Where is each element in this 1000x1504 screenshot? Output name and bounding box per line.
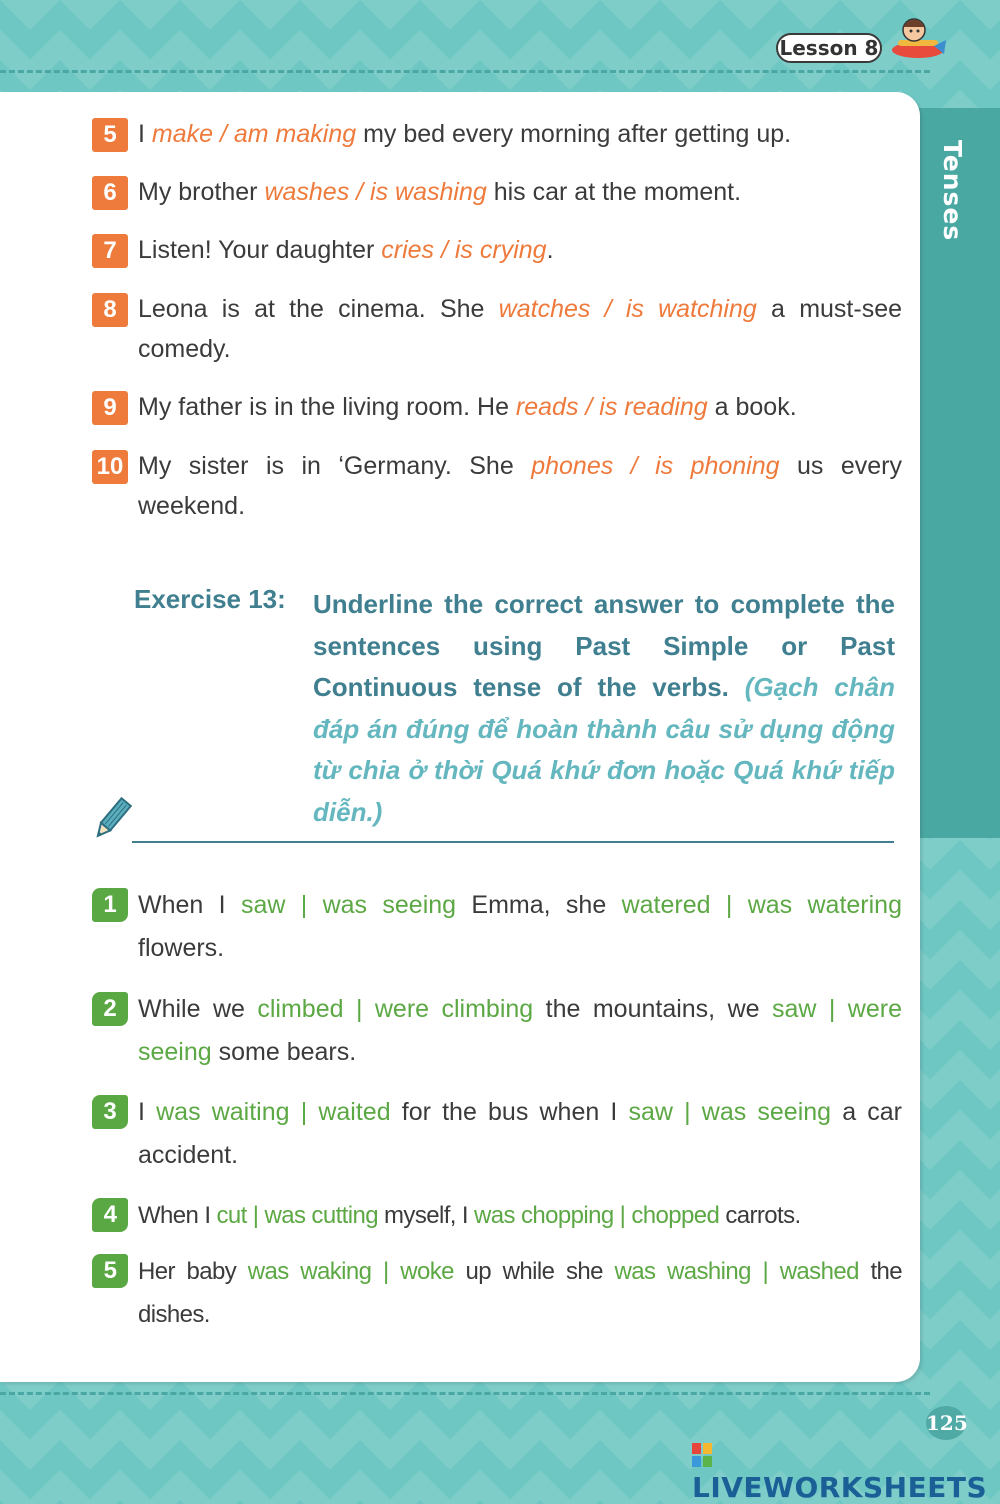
answer-options[interactable]: watered | was watering (621, 891, 902, 919)
item-number: 10 (92, 450, 128, 484)
item-number: 7 (92, 234, 128, 268)
item-number: 2 (92, 992, 128, 1026)
list-item: 1 When I saw | was seeing Emma, she watered | was watering flowers. (92, 884, 902, 970)
answer-options[interactable]: reads / is reading (515, 393, 708, 421)
list-item: 5 Her baby was waking | woke up while she was washing | washed the dishes. (92, 1250, 902, 1336)
item-number: 4 (92, 1198, 128, 1232)
list-item: 4 When I cut | was cutting myself, I was chopping | chopped carrots. (92, 1194, 902, 1237)
instruction-vietnamese: (Gạch chân đáp án đúng để hoàn thành câu sử dụng động từ chia ở thời Quá khứ đơn hoặc Quá khứ tiếp diễn.) (313, 672, 895, 827)
answer-options[interactable]: cut | was cutting (216, 1202, 378, 1229)
bottom-dashed-line (0, 1392, 930, 1395)
list-item: 5 I make / am making my bed every morning after getting up. (92, 114, 902, 154)
item-number: 8 (92, 293, 128, 327)
exercise-label: Exercise 13: (134, 584, 286, 614)
brand-name: LIVEWORKSHEETS (692, 1471, 988, 1504)
liveworksheets-logo-icon (692, 1443, 712, 1467)
list-item: 2 While we climbed | were climbing the mountains, we saw | were seeing some bears. (92, 988, 902, 1074)
answer-options[interactable]: climbed | were climbing (257, 995, 534, 1023)
item-number: 9 (92, 391, 128, 425)
answer-options[interactable]: phones / is phoning (531, 452, 780, 480)
list-item: 3 I was waiting | waited for the bus when I saw | was seeing a car accident. (92, 1091, 902, 1177)
exercise-divider (132, 841, 894, 843)
answer-options[interactable]: saw | was seeing (628, 1098, 832, 1126)
instruction-english: Underline the correct answer to complete the sentences using Past Simple or Past Continuous tense of the verbs. (313, 589, 895, 702)
answer-options[interactable]: washes / is washing (264, 178, 487, 206)
top-dashed-line (0, 70, 930, 73)
item-number: 1 (92, 888, 128, 922)
item-number: 6 (92, 176, 128, 210)
answer-options[interactable]: saw | were seeing (138, 995, 902, 1066)
answer-options[interactable]: was waiting | waited (156, 1098, 391, 1126)
list-item: 10 My sister is in ʻGermany. She phones / is phoning us every weekend. (92, 446, 902, 526)
answer-options[interactable]: was waking | woke (247, 1258, 454, 1285)
list-item: 8 Leona is at the cinema. She watches / is watching a must-see comedy. (92, 289, 902, 369)
item-number: 5 (92, 118, 128, 152)
item-number: 5 (92, 1254, 128, 1288)
answer-options[interactable]: cries / is crying (381, 236, 547, 264)
list-item: 6 My brother washes / is washing his car at the moment. (92, 172, 902, 212)
footer-brand (692, 1438, 1000, 1504)
list-item: 7 Listen! Your daughter cries / is crying. (92, 230, 902, 270)
answer-options[interactable]: watches / is watching (498, 295, 757, 323)
item-number: 3 (92, 1095, 128, 1129)
exercise-instruction (313, 584, 895, 833)
answer-options[interactable]: saw | was seeing (240, 891, 457, 919)
answer-options[interactable]: make / am making (151, 120, 357, 148)
answer-options[interactable]: was washing | washed (614, 1258, 859, 1285)
pencil-icon (88, 795, 136, 843)
page-number: 125 (926, 1406, 966, 1440)
side-tab-label: Tenses (938, 140, 967, 242)
answer-options[interactable]: was chopping | chopped (474, 1202, 720, 1229)
mascot-plane-icon (884, 10, 950, 70)
lesson-label: Lesson 8 (776, 33, 882, 63)
list-item: 9 My father is in the living room. He reads / is reading a book. (92, 387, 902, 427)
